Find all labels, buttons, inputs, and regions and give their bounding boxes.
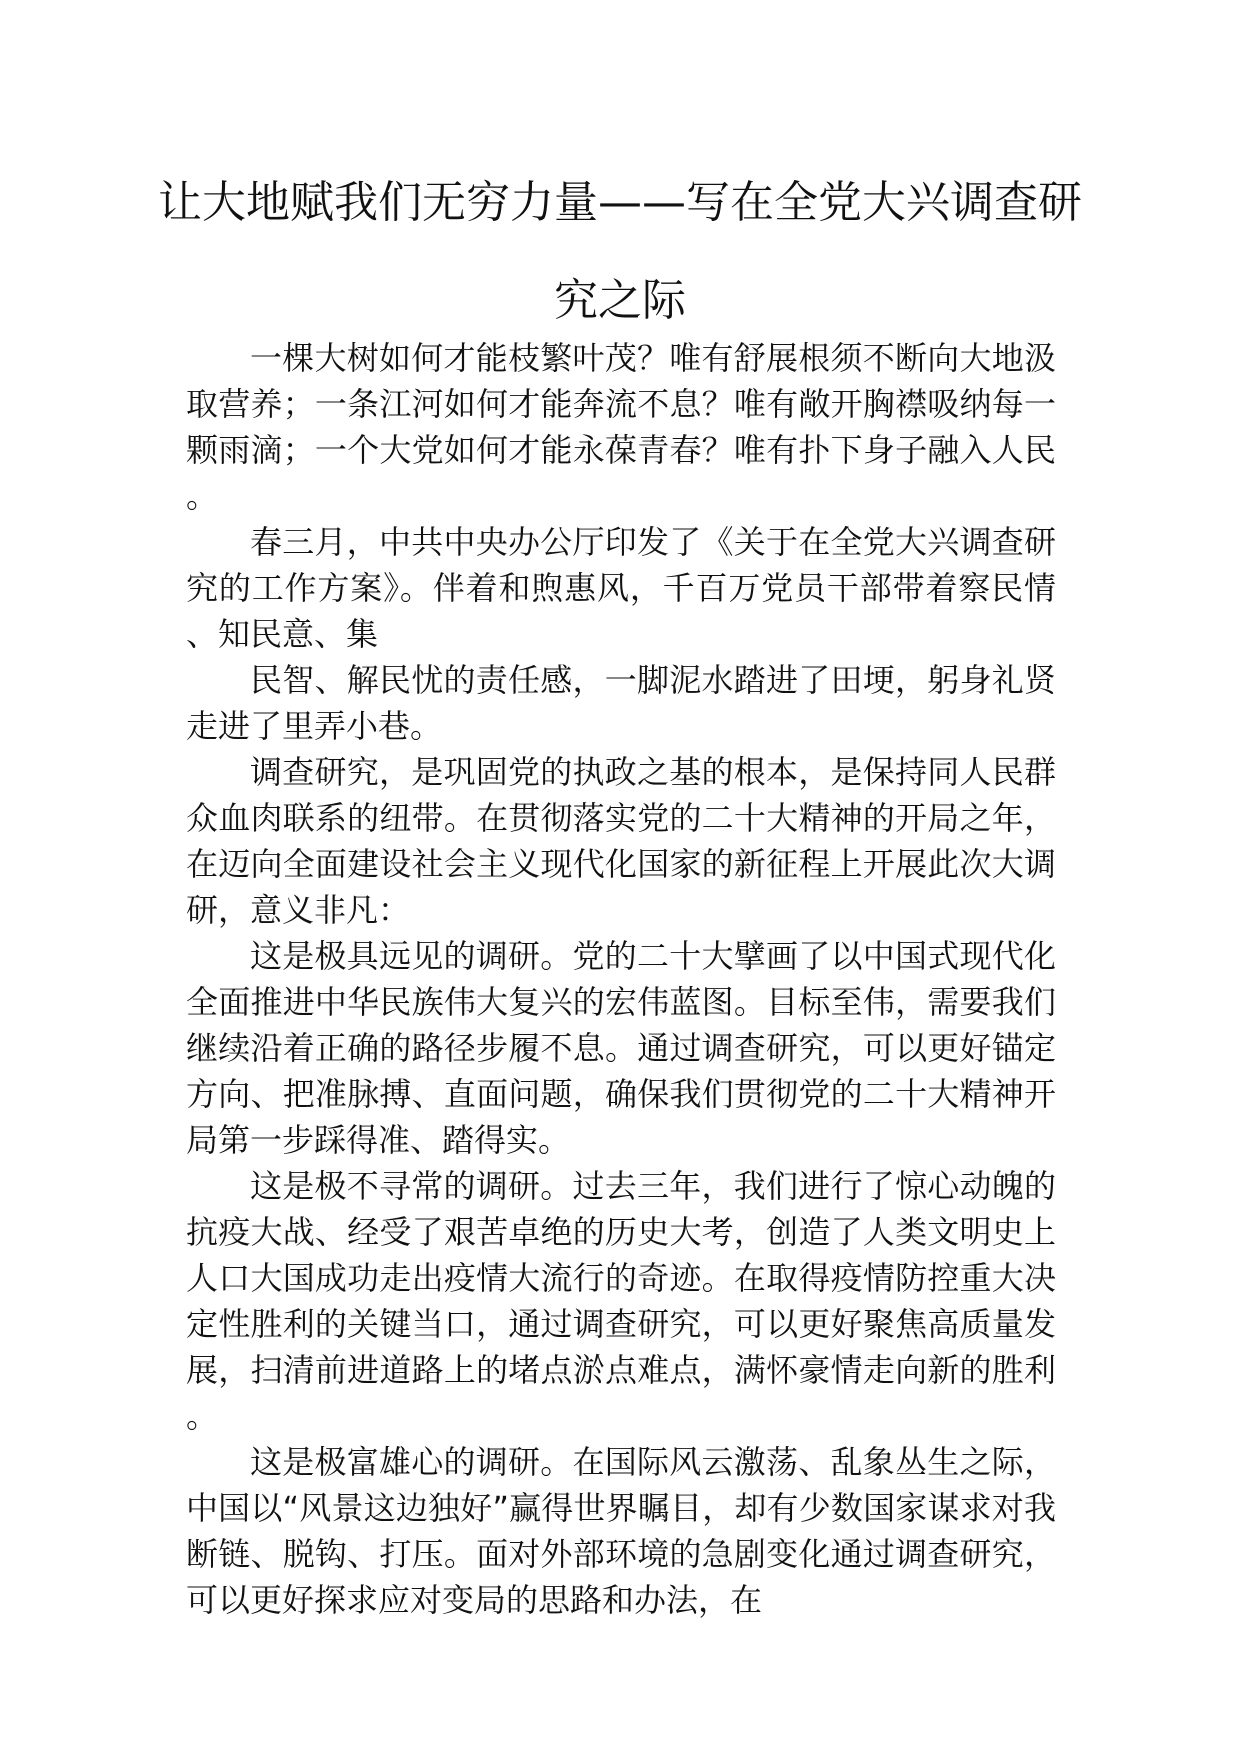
document-title: 让大地赋我们无穷力量——写在全党大兴调查研究之际	[158, 177, 1082, 326]
paragraph-2: 春三月，中共中央办公厅印发了《关于在全党大兴调查研究的工作方案》。伴着和煦惠风，千百万党员干部带着察民情、知民意、集	[186, 523, 1056, 653]
paragraph-7: 这是极富雄心的调研。在国际风云激荡、乱象丛生之际，中国以“风景这边独好”赢得世界瞩目，却有少数国家谋求对我断链、脱钩、打压。面对外部环境的急剧变化通过调查研究，可以更好探求应对变局的思路和办法，在	[186, 1443, 1056, 1619]
paragraph-5: 这是极具远见的调研。党的二十大擘画了以中国式现代化全面推进中华民族伟大复兴的宏伟蓝图。目标至伟，需要我们继续沿着正确的路径步履不息。通过调查研究，可以更好锚定方向、把准脉搏、直面问题，确保我们贯彻党的二十大精神开局第一步踩得准、踏得实。	[186, 937, 1056, 1159]
paragraph-4: 调查研究，是巩固党的执政之基的根本，是保持同人民群众血肉联系的纽带。在贯彻落实党的二十大精神的开局之年，在迈向全面建设社会主义现代化国家的新征程上开展此次大调研，意义非凡：	[186, 753, 1056, 929]
paragraph-6: 这是极不寻常的调研。过去三年，我们进行了惊心动魄的抗疫大战、经受了艰苦卓绝的历史大考，创造了人类文明史上人口大国成功走出疫情大流行的奇迹。在取得疫情防控重大决定性胜利的关键当口，通过调查研究，可以更好聚焦高质量发展，扫清前进道路上的堵点淤点难点，满怀豪情走向新的胜利。	[186, 1167, 1056, 1435]
document-body	[186, 335, 1056, 1623]
paragraph-3: 民智、解民忧的责任感，一脚泥水踏进了田埂，躬身礼贤走进了里弄小巷。	[186, 661, 1056, 745]
paragraph-1: 一棵大树如何才能枝繁叶茂？唯有舒展根须不断向大地汲取营养；一条江河如何才能奔流不息？唯有敞开胸襟吸纳每一颗雨滴；一个大党如何才能永葆青春？唯有扑下身子融入人民。	[186, 339, 1056, 515]
